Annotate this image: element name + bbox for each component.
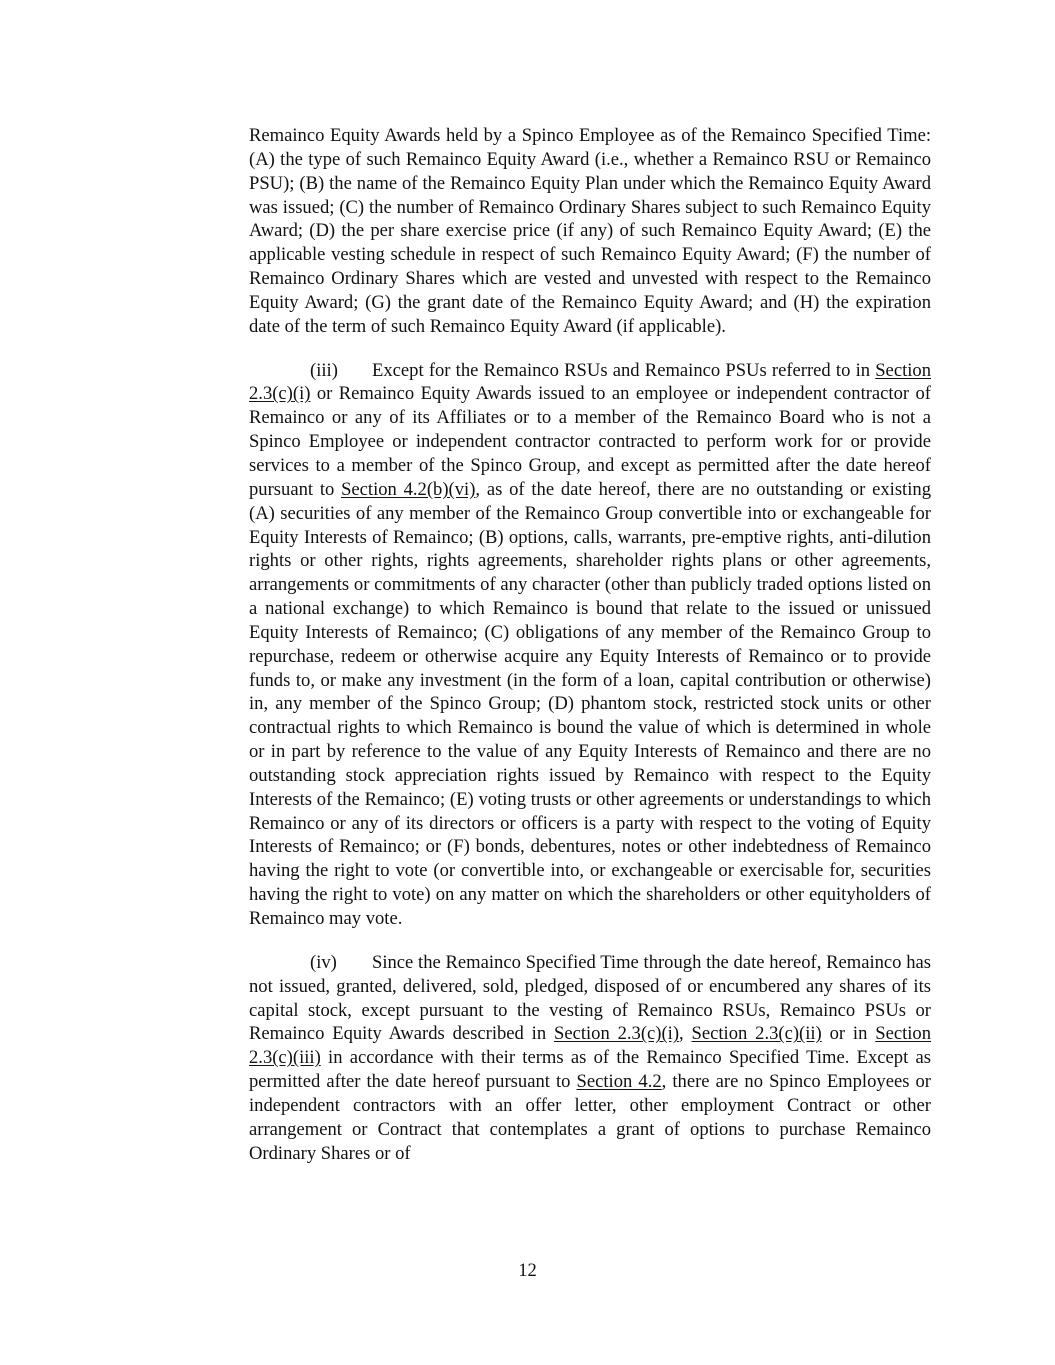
section-reference: Section 4.2 <box>576 1071 662 1093</box>
paragraph-text: , <box>679 1023 692 1045</box>
paragraph-text: or Remainco Equity Awards issued to an employee or independent contractor of Remainco or any of its Affiliates or to a member of the Remainco Board who is not a Spinco Employee or independent contractor contracted to perform work for or provide services to a member of the Spinco Group, and except as permitted after the date hereof pursuant to <box>249 383 931 500</box>
paragraph-text: in accordance with their terms as of the Remainco Specified Time. Except as permitted after the date hereof pursuant to <box>249 1047 931 1093</box>
paragraph-iii <box>249 359 931 931</box>
section-reference: Section 4.2(b)(vi) <box>341 478 476 500</box>
paragraph-text: Since the Remainco Specified Time through the date hereof, Remainco has not issued, granted, delivered, sold, pledged, disposed of or encumbered any shares of its capital stock, except pursuant to the vesting of Remainco RSUs, Remainco PSUs or Remainco Equity Awards described in <box>249 951 931 1045</box>
paragraph-text: Remainco Equity Awards held by a Spinco Employee as of the Remainco Specified Time: (A) the type of such Remainco Equity Award (i.e., whether a Remainco RSU or Remainco PSU); (B) the name of the Remainco Equity Plan under which the Remainco Equity Award was issued; (C) the number of Remainco Ordinary Shares subject to such Remainco Equity Award; (D) the per share exercise price (if any) of such Remainco Equity Award; (E) the applicable vesting schedule in respect of such Remainco Equity Award; (F) the number of Remainco Ordinary Shares which are vested and unvested with respect to the Remainco Equity Award; (G) the grant date of the Remainco Equity Award; and (H) the expiration date of the term of such Remainco Equity Award (if applicable). <box>249 125 931 337</box>
paragraph-text: or in <box>821 1023 876 1045</box>
section-reference: Section 2.3(c)(iii) <box>249 1023 932 1069</box>
paragraph-equity-awards-list <box>249 124 931 339</box>
paragraph-iv <box>249 951 931 1166</box>
paragraph-number: (iv) <box>310 951 337 973</box>
section-reference: Section 2.3(c)(i) <box>553 1023 680 1045</box>
paragraph-text: , there are no Spinco Employees or independent contractors with an offer letter, other employment Contract or other arrangement or Contract that contemplates a grant of options to purchase Remainco Ordinary Shares or of <box>249 1071 932 1164</box>
section-reference: Section 2.3(c)(ii) <box>691 1023 822 1045</box>
paragraph-text: , as of the date hereof, there are no outstanding or existing (A) securities of any member of the Remainco Group convertible into or exchangeable for Equity Interests of Remainco; (B) options, calls, warrants, pre-emptive rights, anti-dilution rights or other rights, rights agreements, shareholder rights plans or other agreements, arrangements or commitments of any character (other than publicly traded options listed on a national exchange) to which Remainco is bound that relate to the issued or unissued Equity Interests of Remainco; (C) obligations of any member of the Remainco Group to repurchase, redeem or otherwise acquire any Equity Interests of Remainco or to provide funds to, or make any investment (in the form of a loan, capital contribution or otherwise) in, any member of the Spinco Group; (D) phantom stock, restricted stock units or other contractual rights to which Remainco is bound the value of which is determined in whole or in part by reference to the value of any Equity Interests of Remainco and there are no outstanding stock appreciation rights issued by Remainco with respect to the Equity Interests of the Remainco; (E) voting trusts or other agreements or understandings to which Remainco or any of its directors or officers is a party with respect to the voting of Equity Interests of Remainco; or (F) bonds, debentures, notes or other indebtedness of Remainco having the right to vote (or convertible into, or exchangeable or exercisable for, securities having the right to vote) on any matter on which the shareholders or other equityholders of Remainco may vote. <box>249 478 931 929</box>
document-body <box>249 124 931 1165</box>
section-reference: Section 2.3(c)(i) <box>249 359 931 405</box>
page-number: 12 <box>518 1260 537 1281</box>
paragraph-number: (iii) <box>310 359 338 381</box>
paragraph-text: Except for the Remainco RSUs and Remainco PSUs referred to in <box>372 359 876 381</box>
